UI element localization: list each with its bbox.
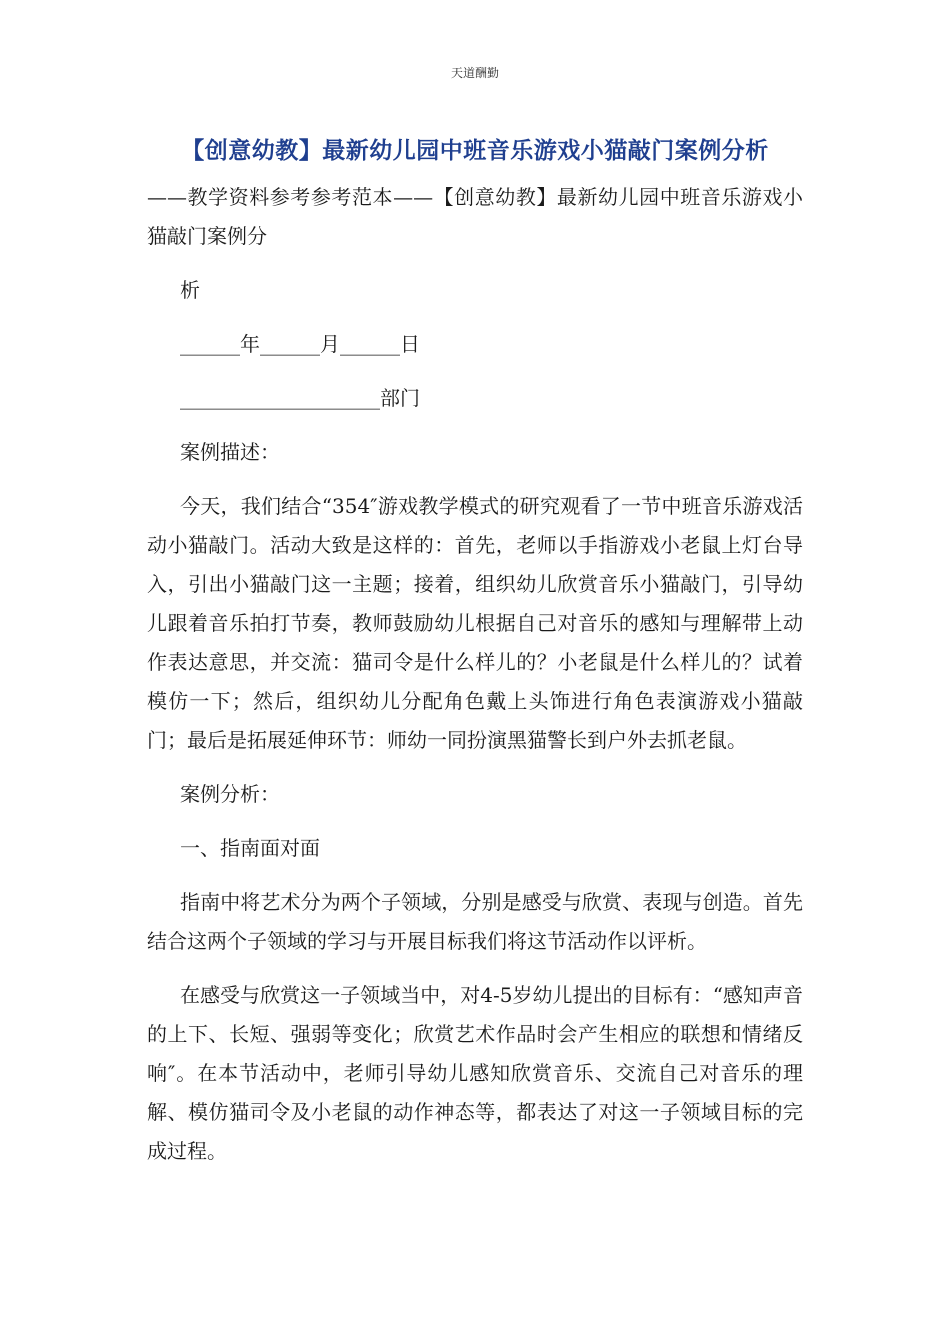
perception-paragraph: 在感受与欣赏这一子领域当中，对4-5岁幼儿提出的目标有：“感知声音的上下、长短、强弱等变化；欣赏艺术作品时会产生相应的联想和情绪反响″。在本节活动中，老师引导幼儿感知欣赏音乐、交流自己对音乐的理解、模仿猫司令及小老鼠的动作神态等，都表达了对这一子领域目标的完成过程。 <box>147 983 803 1163</box>
page-header: 天道酬勤 <box>450 66 499 80</box>
case-description-paragraph: 今天，我们结合“354″游戏教学模式的研究观看了一节中班音乐游戏活动小猫敲门。活动大致是这样的：首先，老师以手指游戏小老鼠上灯台导入，引出小猫敲门这一主题；接着，组织幼儿欣赏音乐小猫敲门，引导幼儿跟着音乐拍打节奏，教师鼓励幼儿根据自己对音乐的感知与理解带上动作表达意思，并交流：猫司令是什么样儿的？小老鼠是什么样儿的？试着模仿一下；然后，组织幼儿分配角色戴上头饰进行角色表演游戏小猫敲门；最后是拓展延伸环节：师幼一同扮演黑猫警长到户外去抓老鼠。 <box>147 494 803 752</box>
subtitle-continuation: 析 <box>180 278 200 302</box>
document-title: 【创意幼教】最新幼儿园中班音乐游戏小猫敲门案例分析 <box>181 137 769 164</box>
date-line: ______年______月______日 <box>180 332 420 356</box>
department-line: ____________________部门 <box>180 386 420 410</box>
case-analysis-heading: 案例分析： <box>180 782 280 806</box>
document-body <box>147 178 803 1186</box>
guide-paragraph: 指南中将艺术分为两个子领域，分别是感受与欣赏、表现与创造。首先结合这两个子领域的学习与开展目标我们将这节活动作以评析。 <box>147 890 803 953</box>
subtitle-paragraph: ——教学资料参考参考范本——【创意幼教】最新幼儿园中班音乐游戏小猫敲门案例分 <box>147 185 803 248</box>
case-description-heading: 案例描述： <box>180 440 280 464</box>
section-heading-guide: 一、指南面对面 <box>180 836 320 860</box>
